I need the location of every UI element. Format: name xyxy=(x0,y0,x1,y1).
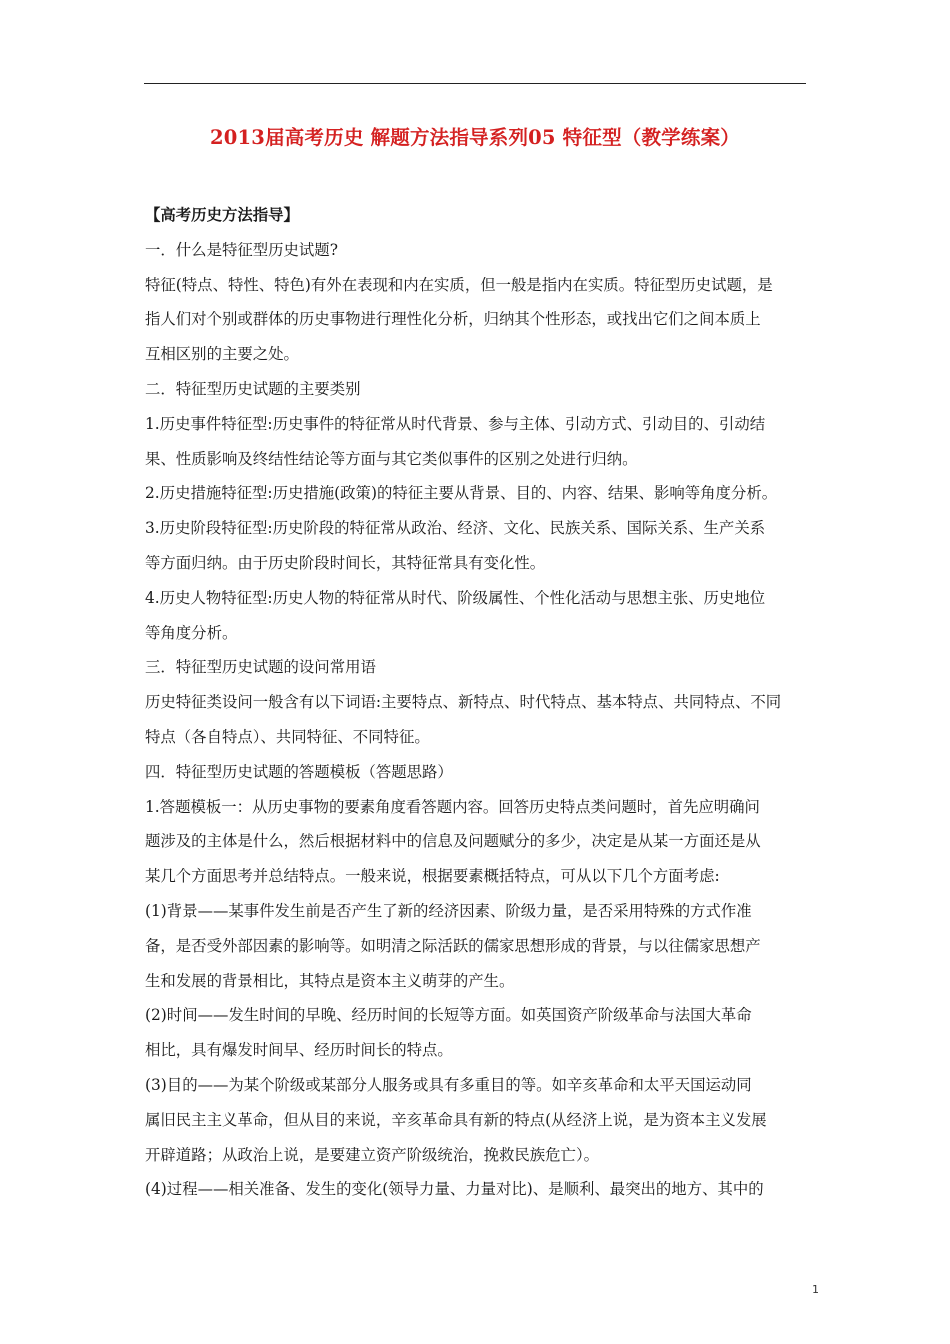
body-line: 某几个方面思考并总结特点。一般来说，根据要素概括特点，可从以下几个方面考虑: xyxy=(145,867,720,886)
body-line: (4)过程——相关准备、发生的变化(领导力量、力量对比)、是顺利、最突出的地方、其中的 xyxy=(145,1180,764,1199)
section-heading: 【高考历史方法指导】 xyxy=(145,206,299,224)
body-line: 历史特征类设问一般含有以下词语:主要特点、新特点、时代特点、基本特点、共同特点、不同 xyxy=(145,693,782,712)
body-line: 开辟道路；从政治上说，是要建立资产阶级统治，挽救民族危亡）。 xyxy=(145,1145,600,1164)
document-title: 2013届高考历史 解题方法指导系列05 特征型（教学练案） xyxy=(210,126,740,149)
body-line: 相比，具有爆发时间早、经历时间长的特点。 xyxy=(145,1041,453,1060)
body-line: 特点（各自特点）、共同特征、不同特征。 xyxy=(145,727,430,746)
body-line: 1.历史事件特征型:历史事件的特征常从时代背景、参与主体、引动方式、引动目的、引动结 xyxy=(145,414,766,433)
body-line: 等方面归纳。由于历史阶段时间长，其特征常具有变化性。 xyxy=(145,553,546,572)
body-line: 3.历史阶段特征型:历史阶段的特征常从政治、经济、文化、民族关系、国际关系、生产关系 xyxy=(145,519,766,538)
body-line: 果、性质影响及终结性结论等方面与其它类似事件的区别之处进行归纳。 xyxy=(145,449,638,468)
question-heading-4: 四．特征型历史试题的答题模板（答题思路） xyxy=(145,762,453,781)
header-rule xyxy=(144,83,806,84)
question-heading-3: 三．特征型历史试题的设问常用语 xyxy=(145,658,376,677)
body-line: 等角度分析。 xyxy=(145,623,238,642)
body-line: 互相区别的主要之处。 xyxy=(145,345,299,364)
question-heading-1: 一．什么是特征型历史试题? xyxy=(145,240,338,259)
body-line: 指人们对个别或群体的历史事物进行理性化分析，归纳其个性形态，或找出它们之间本质上 xyxy=(145,310,761,329)
document-body xyxy=(145,198,810,1207)
body-line: 4.历史人物特征型:历史人物的特征常从时代、阶级属性、个性化活动与思想主张、历史地位 xyxy=(145,588,766,607)
body-line: (2)时间——发生时间的早晚、经历时间的长短等方面。如英国资产阶级革命与法国大革命 xyxy=(145,1006,752,1025)
body-line: 1.答题模板一：从历史事物的要素角度看答题内容。回答历史特点类问题时，首先应明确问 xyxy=(145,797,760,816)
body-line: 题涉及的主体是什么，然后根据材料中的信息及问题赋分的多少，决定是从某一方面还是从 xyxy=(145,832,761,851)
body-line: (3)目的——为某个阶级或某部分人服务或具有多重目的等。如辛亥革命和太平天国运动同 xyxy=(145,1075,752,1094)
body-line: 2.历史措施特征型:历史措施(政策)的特征主要从背景、目的、内容、结果、影响等角度分析。 xyxy=(145,484,778,503)
page-number: 1 xyxy=(812,1283,819,1296)
body-line: 特征(特点、特性、特色)有外在表现和内在实质，但一般是指内在实质。特征型历史试题，是 xyxy=(145,275,773,294)
body-line: (1)背景——某事件发生前是否产生了新的经济因素、阶级力量，是否采用特殊的方式作准 xyxy=(145,901,752,920)
body-line: 属旧民主主义革命，但从目的来说，辛亥革命具有新的特点(从经济上说，是为资本主义发展 xyxy=(145,1110,767,1129)
body-line: 生和发展的背景相比，其特点是资本主义萌芽的产生。 xyxy=(145,971,515,990)
body-line: 备，是否受外部因素的影响等。如明清之际活跃的儒家思想形成的背景，与以往儒家思想产 xyxy=(145,936,761,955)
question-heading-2: 二．特征型历史试题的主要类别 xyxy=(145,379,361,398)
